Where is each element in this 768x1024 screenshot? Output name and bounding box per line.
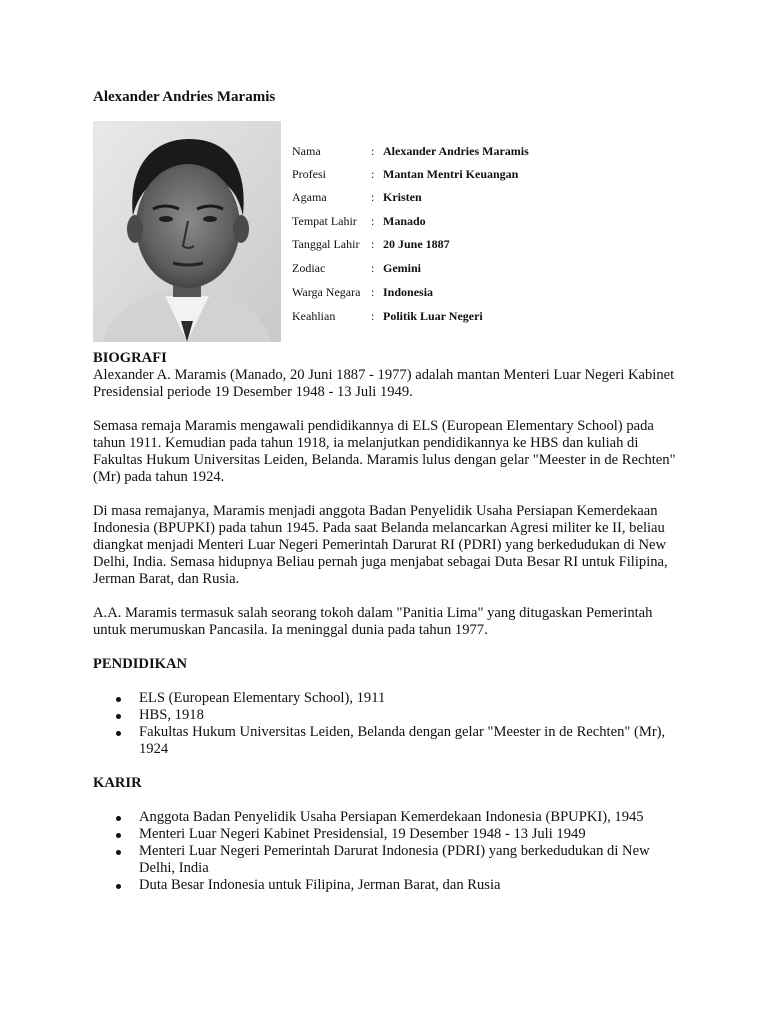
bullet-icon — [116, 816, 121, 821]
document-title: Alexander Andries Maramis — [93, 89, 276, 105]
profile-label: Keahlian — [292, 309, 336, 323]
list-item-text: Duta Besar Indonesia untuk Filipina, Jerman Barat, dan Rusia — [139, 877, 501, 893]
profile-value: Alexander Andries Maramis — [383, 144, 529, 158]
profile-value: Indonesia — [383, 285, 434, 299]
biografi-heading: BIOGRAFI — [93, 350, 167, 366]
profile-value: Kristen — [383, 190, 422, 204]
profile-row-warga-negara — [292, 282, 572, 302]
profile-label: Nama — [292, 144, 321, 158]
profile-colon: : — [371, 285, 375, 299]
bullet-icon — [116, 697, 121, 702]
list-item — [139, 690, 683, 707]
bullet-icon — [116, 884, 121, 889]
karir-heading: KARIR — [93, 775, 142, 791]
list-item-text: HBS, 1918 — [139, 707, 204, 723]
profile-colon: : — [371, 190, 375, 204]
list-item-text: ELS (European Elementary School), 1911 — [139, 690, 386, 706]
biografi-paragraph: Di masa remajanya, Maramis menjadi anggota Badan Penyelidik Usaha Persiapan Kemerdekaan Indonesia (BPUPKI) pada tahun 1945. Pada saat Belanda melancarkan Agresi militer ke II, beliau diangkat menjadi Menteri Luar Negeri Pemerintah Darurat RI (PDRI) yang berkedudukan di New Delhi, India. Semasa hidupnya Beliau pernah juga menjabat sebagai Duta Besar RI untuk Filipina, Jerman Barat, dan Rusia. — [93, 503, 668, 587]
list-item — [139, 826, 683, 843]
profile-row-agama — [292, 187, 572, 207]
profile-row-profesi — [292, 164, 572, 184]
profile-colon: : — [371, 309, 375, 323]
profile-value: Mantan Mentri Keuangan — [383, 167, 519, 181]
list-item — [139, 724, 683, 758]
profile-label: Profesi — [292, 167, 326, 181]
profile-value: Manado — [383, 214, 426, 228]
profile-value: Gemini — [383, 261, 421, 275]
bullet-icon — [116, 714, 121, 719]
profile-colon: : — [371, 214, 375, 228]
list-item — [139, 877, 683, 894]
pendidikan-heading: PENDIDIKAN — [93, 656, 188, 672]
profile-row-zodiac — [292, 258, 572, 278]
profile-label: Warga Negara — [292, 285, 361, 299]
portrait-photo — [93, 121, 281, 342]
profile-row-tanggal-lahir — [292, 234, 572, 254]
document-body — [93, 350, 683, 911]
profile-row-tempat-lahir — [292, 211, 572, 231]
biografi-paragraph: A.A. Maramis termasuk salah seorang tokoh dalam "Panitia Lima" yang ditugaskan Pemerintah untuk merumuskan Pancasila. Ia meninggal dunia pada tahun 1977. — [93, 605, 653, 638]
bullet-icon — [116, 850, 121, 855]
karir-list — [93, 809, 683, 894]
list-item-text: Anggota Badan Penyelidik Usaha Persiapan Kemerdekaan Indonesia (BPUPKI), 1945 — [139, 809, 644, 825]
bullet-icon — [116, 833, 121, 838]
profile-label: Agama — [292, 190, 327, 204]
list-item — [139, 809, 683, 826]
list-item-text: Fakultas Hukum Universitas Leiden, Belanda dengan gelar "Meester in de Rechten" (Mr), 1924 — [139, 724, 666, 757]
profile-label: Tanggal Lahir — [292, 237, 360, 251]
biografi-paragraph: Alexander A. Maramis (Manado, 20 Juni 1887 - 1977) adalah mantan Menteri Luar Negeri Kabinet Presidensial periode 19 Desember 1948 - 13 Juli 1949. — [93, 367, 675, 400]
profile-label: Tempat Lahir — [292, 214, 357, 228]
profile-label: Zodiac — [292, 261, 326, 275]
profile-colon: : — [371, 167, 375, 181]
profile-row-nama — [292, 141, 572, 161]
list-item-text: Menteri Luar Negeri Kabinet Presidensial, 19 Desember 1948 - 13 Juli 1949 — [139, 826, 586, 842]
list-item — [139, 843, 683, 877]
bullet-icon — [116, 731, 121, 736]
profile-value: 20 June 1887 — [383, 237, 450, 251]
profile-colon: : — [371, 144, 375, 158]
profile-value: Politik Luar Negeri — [383, 309, 483, 323]
profile-row-keahlian — [292, 306, 572, 326]
profile-colon: : — [371, 237, 375, 251]
list-item — [139, 707, 683, 724]
profile-colon: : — [371, 261, 375, 275]
pendidikan-list — [93, 690, 683, 758]
list-item-text: Menteri Luar Negeri Pemerintah Darurat Indonesia (PDRI) yang berkedudukan di New Delhi, India — [139, 843, 650, 876]
biografi-paragraph: Semasa remaja Maramis mengawali pendidikannya di ELS (European Elementary School) pada tahun 1911. Kemudian pada tahun 1918, ia melanjutkan pendidikannya ke HBS dan kuliah di Fakultas Hukum Universitas Leiden, Belanda. Maramis lulus dengan gelar "Meester in de Rechten" (Mr) pada tahun 1924. — [93, 418, 676, 485]
